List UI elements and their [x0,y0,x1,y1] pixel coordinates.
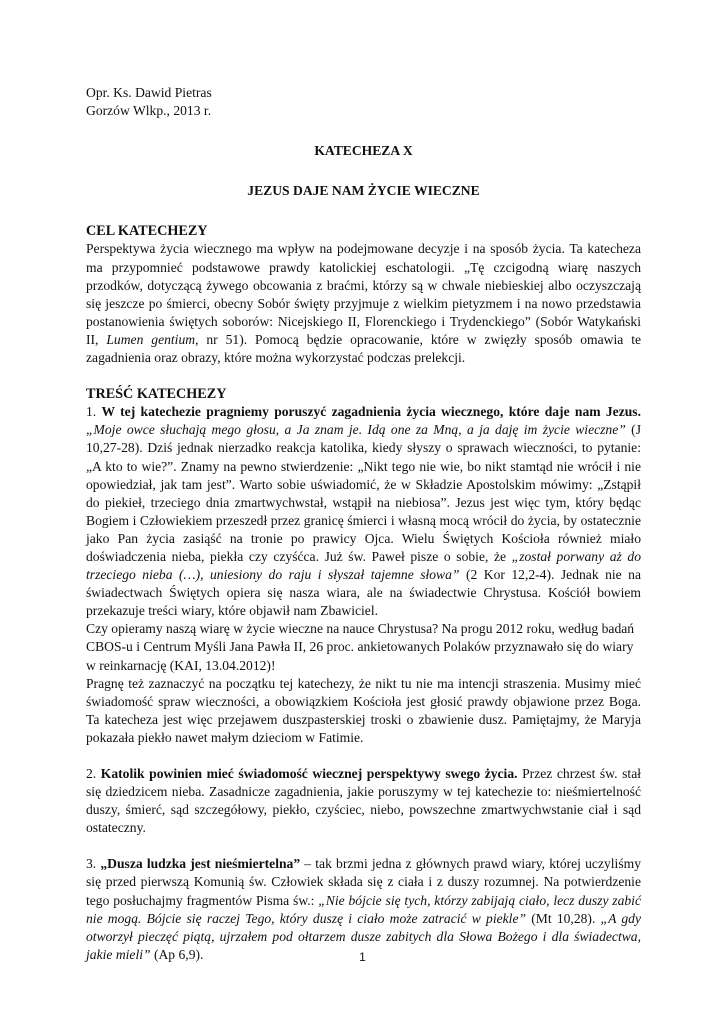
p1-text-2: (2 Kor 12,2-4). Jednak nie na świadectwach Świętych opiera się nasza wiara, ale na świadectwie Chrystusa. Kościół bowiem przekazuje treści wiary, które objawił nam Zbawiciel. [86,567,641,619]
section-heading-cel: CEL KATECHEZY [86,223,208,240]
paragraph-3 [86,855,641,964]
p3-text-1: – tak brzmi jedna z głównych prawd wiary, której uczyliśmy się przed pierwszą Komunią św. Człowiek składa się z ciała i z duszy rozumnej. Na potwierdzenie tego posłuchajmy fragmentów Pisma św.: [86,856,641,908]
place-date-line: Gorzów Wlkp., 2013 r. [86,103,212,119]
section-heading-tresc: TREŚĆ KATECHEZY [86,386,227,403]
document-subtitle: JEZUS DAJE NAM ŻYCIE WIECZNE [247,183,480,199]
p3-italic-1: „Nie bójcie się tych, którzy zabijają ciało, lecz duszy zabić nie mogą. Bójcie się raczej Tego, który duszę i ciało może zatracić w piekle” [86,892,641,926]
paragraph-1b: Czy opieramy naszą wiarę w życie wieczne na nauce Chrystusa? Na progu 2012 roku, według badań CBOS-u i Centrum Myśli Jana Pawła II, 26 proc. ankietowanych Polaków przyznawało się do wiary w reinkarnację (KAI, 13.04.2012)! [86,621,635,673]
cel-text-2: , nr 51). Pomocą będzie opracowanie, które w zwięzły sposób omawia te zagadnienia oraz obrazy, które można wykorzystać podczas prelekcji. [86,331,642,366]
p2-bold: Katolik powinien mieć świadomość wiecznej perspektywy swego życia. [100,766,518,781]
p1-italic-1: „Moje owce słuchają mego głosu, a Ja znam je. Idą one za Mną, a ja daję im życie wieczne” [86,422,626,438]
p3-text-3: (Ap 6,9). [150,946,204,962]
p3-text-2: (Mt 10,28). [526,910,601,926]
document-title: KATECHEZA X [314,143,413,159]
cel-paragraph [86,240,641,367]
page-number: 1 [359,950,366,964]
paragraph-2 [86,765,641,837]
author-line: Opr. Ks. Dawid Pietras [86,85,212,100]
paragraph-1c: Pragnę też zaznaczyć na początku tej katechezy, że nikt tu nie ma intencji straszenia. Musimy mieć świadomość spraw wieczności, a obowiązkiem Kościoła jest głosić prawdy objawione przez Boga. Ta katecheza jest więc przejawem duszpasterskiej troski o zbawienie dusz. Pamiętajmy, że Maryja pokazała piekło nawet małym dzieciom w Fatimie. [86,675,641,745]
paragraph-1 [86,403,641,620]
cel-text-1: Perspektywa życia wiecznego ma wpływ na podejmowane decyzje i na sposób życia. Ta katecheza ma przypomnieć podstawowe prawdy katolickiej eschatologii. „Tę czcigodną wiarę naszych przodków, dotyczącą żywego obcowania z braćmi, którzy są w chwale niebieskiej albo oczyszczają się jeszcze po śmierci, obecny Sobór święty przyjmuje z wielkim pietyzmem i na nowo przedstawia postanowienia świętych soborów: Nicejskiego II, Florenckiego i Trydenckiego” (Sobór Watykański II, [86,241,641,347]
cel-italic: Lumen gentium [106,331,196,347]
p1-italic-2: „został porwany aż do trzeciego nieba (…), uniesiony do raju i słyszał tajemne słowa” [86,548,642,583]
p3-num: 3. [86,856,101,872]
p3-italic-2: „A gdy otworzył pieczęć piątą, ujrzałem pod ołtarzem dusze zabitych dla Słowa Bożego i dla świadectwa, jakie mieli” [86,910,641,962]
p2-text: Przez chrzest św. stał się dziedzicem nieba. Zasadnicze zagadnienia, jakie poruszymy w tej katechezie to: nieśmiertelność duszy, śmierć, sąd szczegółowy, piekło, czyściec, niebo, powszechne zmartwychwstanie ciał i sąd ostateczny. [86,766,642,836]
p2-num: 2. [86,766,101,781]
p1-text-1: (J 10,27-28). Dziś jednak nierzadko reakcja katolika, kiedy słyszy o sprawach wieczności, to pytanie: „A kto to wie?”. Znamy na pewno stwierdzenie: „Nikt tego nie wie, bo nikt stamtąd nie wrócił i nie opowiedział, jak tam jest”. Warto sobie uświadomić, że w Składzie Apostolskim mówimy: „Zstąpił do piekieł, trzeciego dnia zmartwychwstał, wstąpił na niebiosa”. Jezus jest więc tym, który będąc Bogiem i Człowiekiem przeszedł przez granicę śmierci i własną mocą wrócił do życia, by ostatecznie jako Pan życia zasiąść na tronie po prawicy Ojca. Wielu Świętych Kościoła również miało doświadczenia nieba, piekła czy czyśćca. Już św. Paweł pisze o sobie, że [86,422,641,564]
p1-num: 1. [86,404,102,420]
p1-bold: W tej katechezie pragniemy poruszyć zagadnienia życia wiecznego, które daje nam Jezus. [101,404,641,420]
document-page [86,84,641,964]
p3-bold: „Dusza ludzka jest nieśmiertelna” [100,856,301,872]
